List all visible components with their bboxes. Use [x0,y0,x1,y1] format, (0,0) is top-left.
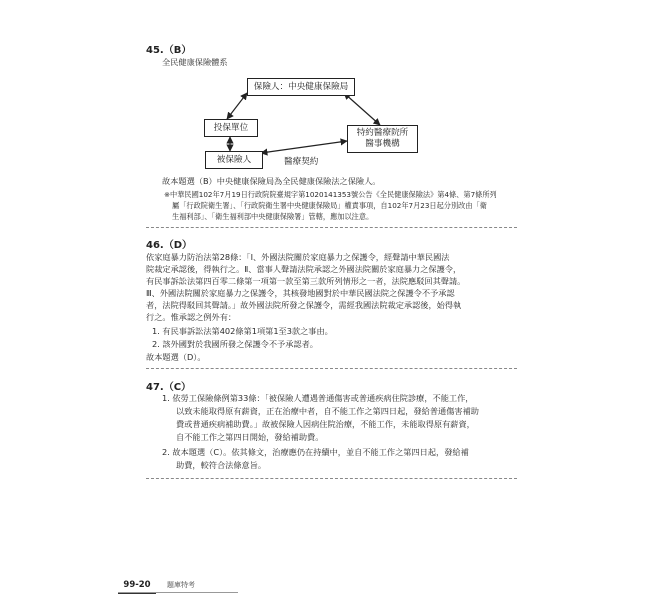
question-46-line-1: 依家庭暴力防治法第28條：「Ⅰ、外國法院關於家庭暴力之保護令，經聲請中華民國法 [146,252,450,262]
insurer-box: 保險人：中央健康保險局 [247,78,355,96]
footer-rule [118,592,238,593]
page-number: 99-20 [118,578,156,594]
arrow-insurer-provider [344,93,380,125]
question-45-subtitle: 全民健康保險體系 [162,57,228,67]
question-46-line-6: 行之。惟承認之例外有： [146,312,237,322]
footer-label: 題庫特考 [167,581,195,589]
separator-3 [146,478,517,479]
separator-1 [146,227,517,228]
question-46-answer: 故本題選（D）。 [146,352,206,362]
question-45-note-3: 生福利部」、「衛生福利部中央健康保險署」管轄，應加以注意。 [172,212,374,221]
question-46-item-2: 2. 該外國對於我國所發之保護令不予承認者。 [152,339,318,349]
question-45-note-1: ※中華民國102年7月19日行政院院臺規字第1020141353號公告《全民健康保險法》第4條、第7條所列 [164,190,497,199]
medical-contract-label: 醫療契約 [284,157,319,167]
question-47-item1-line-3: 費或普通疾病補助費。」故被保險人因病住院治療，不能工作，未能取得原有薪資， [176,419,475,429]
question-46-line-2: 院裁定承認後，得執行之。Ⅱ、當事人聲請法院承認之外國法院關於家庭暴力之保護令， [146,264,462,274]
insured-unit-box: 投保單位 [204,119,258,137]
question-47-item2-line-2: 助費，較符合法條意旨。 [176,460,267,470]
question-45-note-2: 屬「行政院衛生署」、「行政院衛生署中央健康保險局」權責事項，自102年7月23日起分別改由「衛 [172,201,487,210]
separator-2 [146,368,517,369]
provider-line-2: 醫事機構 [365,139,400,149]
arrow-insurer-unit [227,93,247,119]
arrow-insured-provider [261,141,347,153]
question-47-number: 47.（C） [146,382,192,393]
question-47-item1-line-2: 以致未能取得原有薪資，正在治療中者，自不能工作之第四日起，發給普通傷害補助 [176,406,479,416]
question-46-item-1: 1. 有民事訴訟法第402條第1項第1至3款之事由。 [152,326,333,336]
question-47-item1-line-1: 1. 依勞工保險條例第33條：「被保險人遭遇普通傷害或普通疾病住院診療，不能工作， [162,393,474,403]
question-47-item2-line-1: 2. 故本題選（C）。依其條文，治療應仍在持續中，並自不能工作之第四日起，發給補 [162,447,469,457]
question-46-line-3: 有民事訴訟法第四百零二條第一項第一款至第三款所列情形之一者，法院應駁回其聲請。 [146,276,466,286]
question-46-line-4: Ⅲ、外國法院關於家庭暴力之保護令，其核發地國對於中華民國法院之保護令不予承認 [146,288,455,298]
question-46-number: 46.（D） [146,240,193,251]
insured-person-box: 被保險人 [205,151,263,169]
question-46-line-5: 者，法院得駁回其聲請。」故外國法院所發之保護令，需經我國法院裁定承認後，始得執 [146,300,462,310]
question-45-number: 45.（B） [146,45,192,56]
question-47-item1-line-4: 自不能工作之第四日開始，發給補助費。 [176,432,324,442]
question-45-answer: 故本題選（B）中央健康保險局為全民健康保險法之保險人。 [162,176,381,186]
provider-line-1: 特約醫療院所 [356,128,409,138]
contracted-provider-box [347,125,418,153]
